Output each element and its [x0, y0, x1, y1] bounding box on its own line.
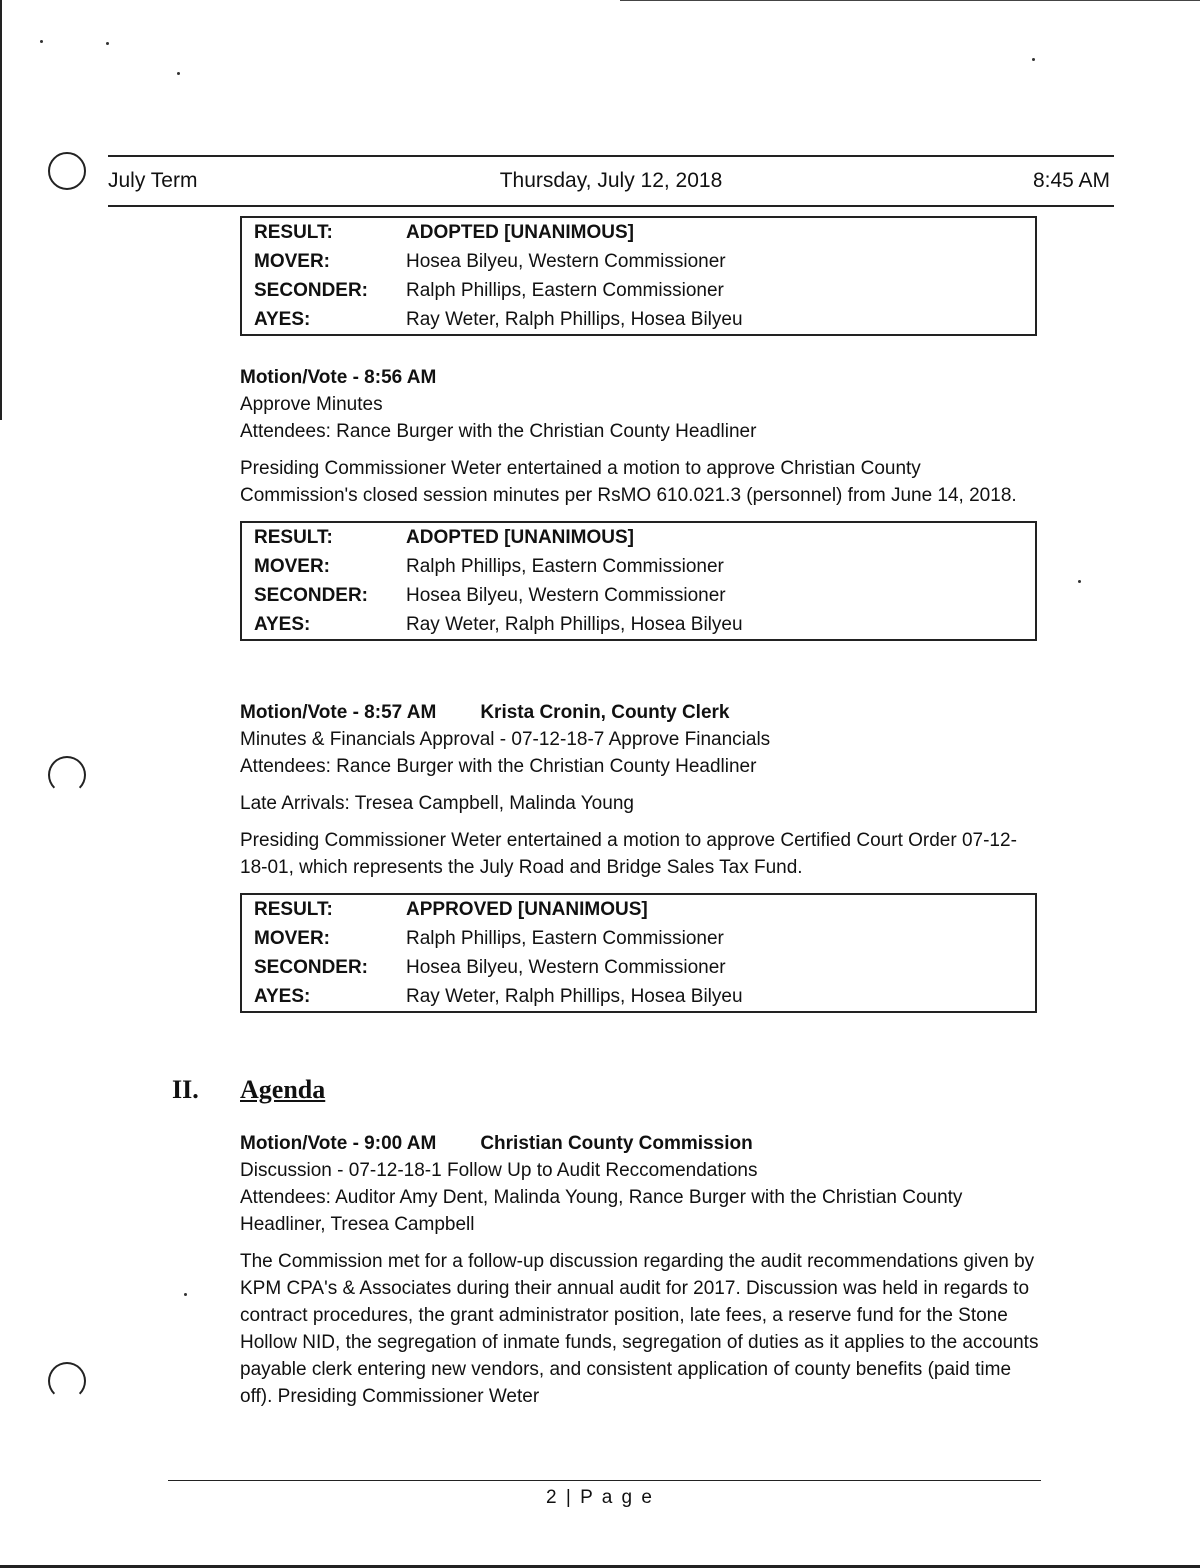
mover-key: MOVER:: [254, 927, 330, 949]
late-arrivals: Late Arrivals: Tresea Campbell, Malinda Young: [240, 793, 634, 814]
motion-heading: Motion/Vote - 9:00 AM: [240, 1133, 437, 1154]
motion-presenter: Krista Cronin, County Clerk: [480, 702, 730, 723]
result-value: ADOPTED [UNANIMOUS]: [406, 221, 634, 243]
scan-speck: [177, 72, 180, 75]
seconder-value: Hosea Bilyeu, Western Commissioner: [406, 956, 726, 978]
section-number: II.: [172, 1075, 199, 1104]
term-label: July Term: [108, 169, 198, 192]
seconder-value: Hosea Bilyeu, Western Commissioner: [406, 584, 726, 606]
footer-rule: [168, 1480, 1041, 1481]
mover-row: [241, 552, 1036, 581]
meeting-date: Thursday, July 12, 2018: [499, 169, 723, 192]
ayes-row: [241, 982, 1036, 1012]
motion-item-4: [240, 1130, 1040, 1410]
ayes-value: Ray Weter, Ralph Phillips, Hosea Bilyeu: [406, 985, 743, 1007]
punch-hole: [48, 1362, 86, 1400]
section-title: Agenda: [240, 1075, 326, 1104]
mover-key: MOVER:: [254, 250, 330, 272]
motion-body: Presiding Commissioner Weter entertained a motion to approve Certified Court Order 07-12-18-01, which represents the July Road and Bridge Sales Tax Fund.: [240, 830, 1017, 878]
motion-attendees: Attendees: Auditor Amy Dent, Malinda Young, Rance Burger with the Christian County Headliner, Tresea Campbell: [240, 1187, 963, 1235]
motion-heading-row: [240, 699, 1040, 726]
ayes-row: [241, 610, 1036, 640]
motion-heading-row: [240, 1130, 1040, 1157]
seconder-key: SECONDER:: [254, 956, 369, 978]
meeting-time: 8:45 AM: [1032, 169, 1110, 192]
scan-speck: [1078, 580, 1081, 583]
result-row: [241, 217, 1036, 247]
scan-speck: [106, 42, 109, 45]
ayes-key: AYES:: [254, 613, 311, 635]
mover-value: Ralph Phillips, Eastern Commissioner: [406, 927, 724, 949]
vote-result-table: [240, 521, 1037, 641]
seconder-row: [241, 276, 1036, 305]
punch-hole: [48, 756, 86, 794]
seconder-row: [241, 953, 1036, 982]
page-header: [108, 155, 1114, 207]
motion-topic: Minutes & Financials Approval - 07-12-18-7 Approve Financials: [240, 729, 771, 750]
result-row: [241, 522, 1036, 552]
result-value: ADOPTED [UNANIMOUS]: [406, 526, 634, 548]
scan-speck: [184, 1293, 187, 1296]
seconder-key: SECONDER:: [254, 279, 369, 301]
motion-item-3: [240, 699, 1040, 1013]
mover-value: Ralph Phillips, Eastern Commissioner: [406, 555, 724, 577]
seconder-key: SECONDER:: [254, 584, 369, 606]
motion-item-2: [240, 364, 1040, 641]
mover-row: [241, 924, 1036, 953]
result-value: APPROVED [UNANIMOUS]: [406, 898, 648, 920]
vote-result-table: [240, 216, 1037, 336]
motion-heading: Motion/Vote - 8:56 AM: [240, 367, 437, 388]
ayes-value: Ray Weter, Ralph Phillips, Hosea Bilyeu: [406, 613, 743, 635]
ayes-key: AYES:: [254, 985, 311, 1007]
mover-row: [241, 247, 1036, 276]
punch-hole: [48, 152, 86, 190]
scan-top-rule: [620, 0, 1200, 1]
motion-heading: Motion/Vote - 8:57 AM: [240, 702, 437, 723]
ayes-key: AYES:: [254, 308, 311, 330]
mover-value: Hosea Bilyeu, Western Commissioner: [406, 250, 726, 272]
result-row: [241, 894, 1036, 924]
motion-topic: Approve Minutes: [240, 394, 383, 415]
motion-presenter: Christian County Commission: [480, 1133, 753, 1154]
ayes-row: [241, 305, 1036, 335]
motion-attendees: Attendees: Rance Burger with the Christian County Headliner: [240, 421, 757, 442]
scan-speck: [1032, 58, 1035, 61]
result-key: RESULT:: [254, 526, 333, 548]
scan-speck: [40, 40, 43, 43]
seconder-row: [241, 581, 1036, 610]
page-number: 2 | P a g e: [546, 1487, 654, 1508]
motion-attendees: Attendees: Rance Burger with the Christian County Headliner: [240, 756, 757, 777]
result-key: RESULT:: [254, 221, 333, 243]
motion-body: Presiding Commissioner Weter entertained a motion to approve Christian County Commission's closed session minutes per RsMO 610.021.3 (personnel) from June 14, 2018.: [240, 458, 1017, 506]
motion-topic: Discussion - 07-12-18-1 Follow Up to Audit Reccomendations: [240, 1160, 758, 1181]
scan-left-edge: [0, 0, 2, 420]
motion-body: The Commission met for a follow-up discussion regarding the audit recommendations given by KPM CPA's & Associates during their annual audit for 2017. Discussion was held in regards to contract procedures, the grant administrator position, late fees, a reserve fund for the Stone Hollow NID, the segregation of inmate funds, segregation of duties as it applies to the accounts payable clerk entering new vendors, and consistent application of county benefits (paid time off). Presiding Commissioner Weter: [240, 1251, 1039, 1407]
seconder-value: Ralph Phillips, Eastern Commissioner: [406, 279, 724, 301]
ayes-value: Ray Weter, Ralph Phillips, Hosea Bilyeu: [406, 308, 743, 330]
result-key: RESULT:: [254, 898, 333, 920]
mover-key: MOVER:: [254, 555, 330, 577]
vote-block-1: [240, 210, 1040, 336]
vote-result-table: [240, 893, 1037, 1013]
section-heading: [172, 1075, 325, 1105]
